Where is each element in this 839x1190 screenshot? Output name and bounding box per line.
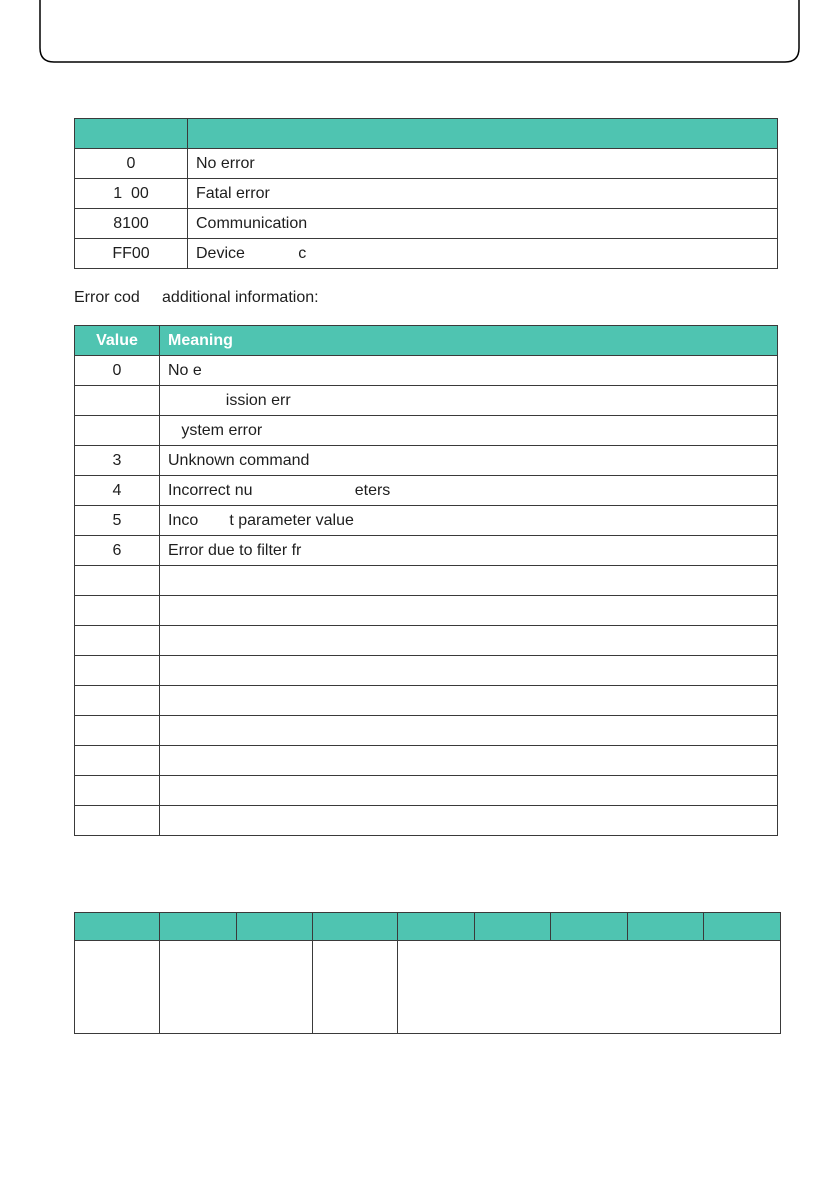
table-row	[75, 239, 778, 269]
meaning-cell: Incorrect nu eters	[160, 476, 778, 506]
value-cell	[75, 806, 160, 836]
header-cell	[188, 119, 778, 149]
error-register-table	[74, 118, 778, 269]
table-row	[75, 716, 778, 746]
meaning-cell	[160, 716, 778, 746]
header-cell	[75, 119, 188, 149]
header-cell	[313, 913, 398, 941]
meaning-cell	[160, 596, 778, 626]
code-cell: 0	[75, 149, 188, 179]
table-row	[75, 806, 778, 836]
table-header	[75, 913, 781, 941]
value-cell: 6	[75, 536, 160, 566]
description-cell: Communication	[188, 209, 778, 239]
additional-info-table	[74, 325, 778, 836]
table-row	[75, 596, 778, 626]
value-cell: 3	[75, 446, 160, 476]
header-cell	[160, 913, 237, 941]
header-cell	[704, 913, 781, 941]
value-cell	[75, 416, 160, 446]
meaning-cell	[160, 746, 778, 776]
bit-layout-table	[74, 912, 781, 1034]
value-cell: 4	[75, 476, 160, 506]
meaning-cell: ission err	[160, 386, 778, 416]
table-row	[75, 179, 778, 209]
meaning-cell	[160, 686, 778, 716]
table-row	[75, 506, 778, 536]
table-row	[75, 686, 778, 716]
data-cell	[313, 941, 398, 1034]
meaning-cell	[160, 656, 778, 686]
table-row	[75, 566, 778, 596]
code-cell: FF00	[75, 239, 188, 269]
table-header	[75, 119, 778, 149]
table-header	[75, 326, 778, 356]
meaning-cell	[160, 776, 778, 806]
data-cell	[160, 941, 313, 1034]
table-row	[75, 149, 778, 179]
value-cell	[75, 626, 160, 656]
description-cell: Fatal error	[188, 179, 778, 209]
value-cell	[75, 656, 160, 686]
meaning-cell: No e	[160, 356, 778, 386]
code-cell: 1 00	[75, 179, 188, 209]
table-row	[75, 626, 778, 656]
data-cell	[398, 941, 781, 1034]
table-row	[75, 476, 778, 506]
value-cell: 5	[75, 506, 160, 536]
table-row	[75, 386, 778, 416]
table-row	[75, 209, 778, 239]
header-cell	[475, 913, 551, 941]
value-cell	[75, 566, 160, 596]
caption-text: Error cod additional information:	[74, 289, 319, 306]
header-meaning: Meaning	[160, 326, 778, 356]
header-cell	[75, 913, 160, 941]
table-row	[75, 416, 778, 446]
header-cell	[237, 913, 313, 941]
meaning-cell	[160, 806, 778, 836]
meaning-cell: ystem error	[160, 416, 778, 446]
value-cell	[75, 596, 160, 626]
meaning-cell: Error due to filter fr	[160, 536, 778, 566]
meaning-cell: Inco t parameter value	[160, 506, 778, 536]
table-row	[75, 536, 778, 566]
table-row	[75, 356, 778, 386]
value-cell	[75, 776, 160, 806]
table-row	[75, 776, 778, 806]
data-cell	[75, 941, 160, 1034]
value-cell	[75, 386, 160, 416]
header-value: Value	[75, 326, 160, 356]
table-row	[75, 446, 778, 476]
value-cell	[75, 716, 160, 746]
meaning-cell	[160, 626, 778, 656]
header-cell	[551, 913, 628, 941]
table-row	[75, 941, 781, 1034]
code-cell: 8100	[75, 209, 188, 239]
value-cell	[75, 746, 160, 776]
description-cell: No error	[188, 149, 778, 179]
table-row	[75, 656, 778, 686]
value-cell	[75, 686, 160, 716]
meaning-cell	[160, 566, 778, 596]
header-cell	[398, 913, 475, 941]
description-cell: Device c	[188, 239, 778, 269]
value-cell: 0	[75, 356, 160, 386]
meaning-cell: Unknown command	[160, 446, 778, 476]
table-row	[75, 746, 778, 776]
header-cell	[628, 913, 704, 941]
